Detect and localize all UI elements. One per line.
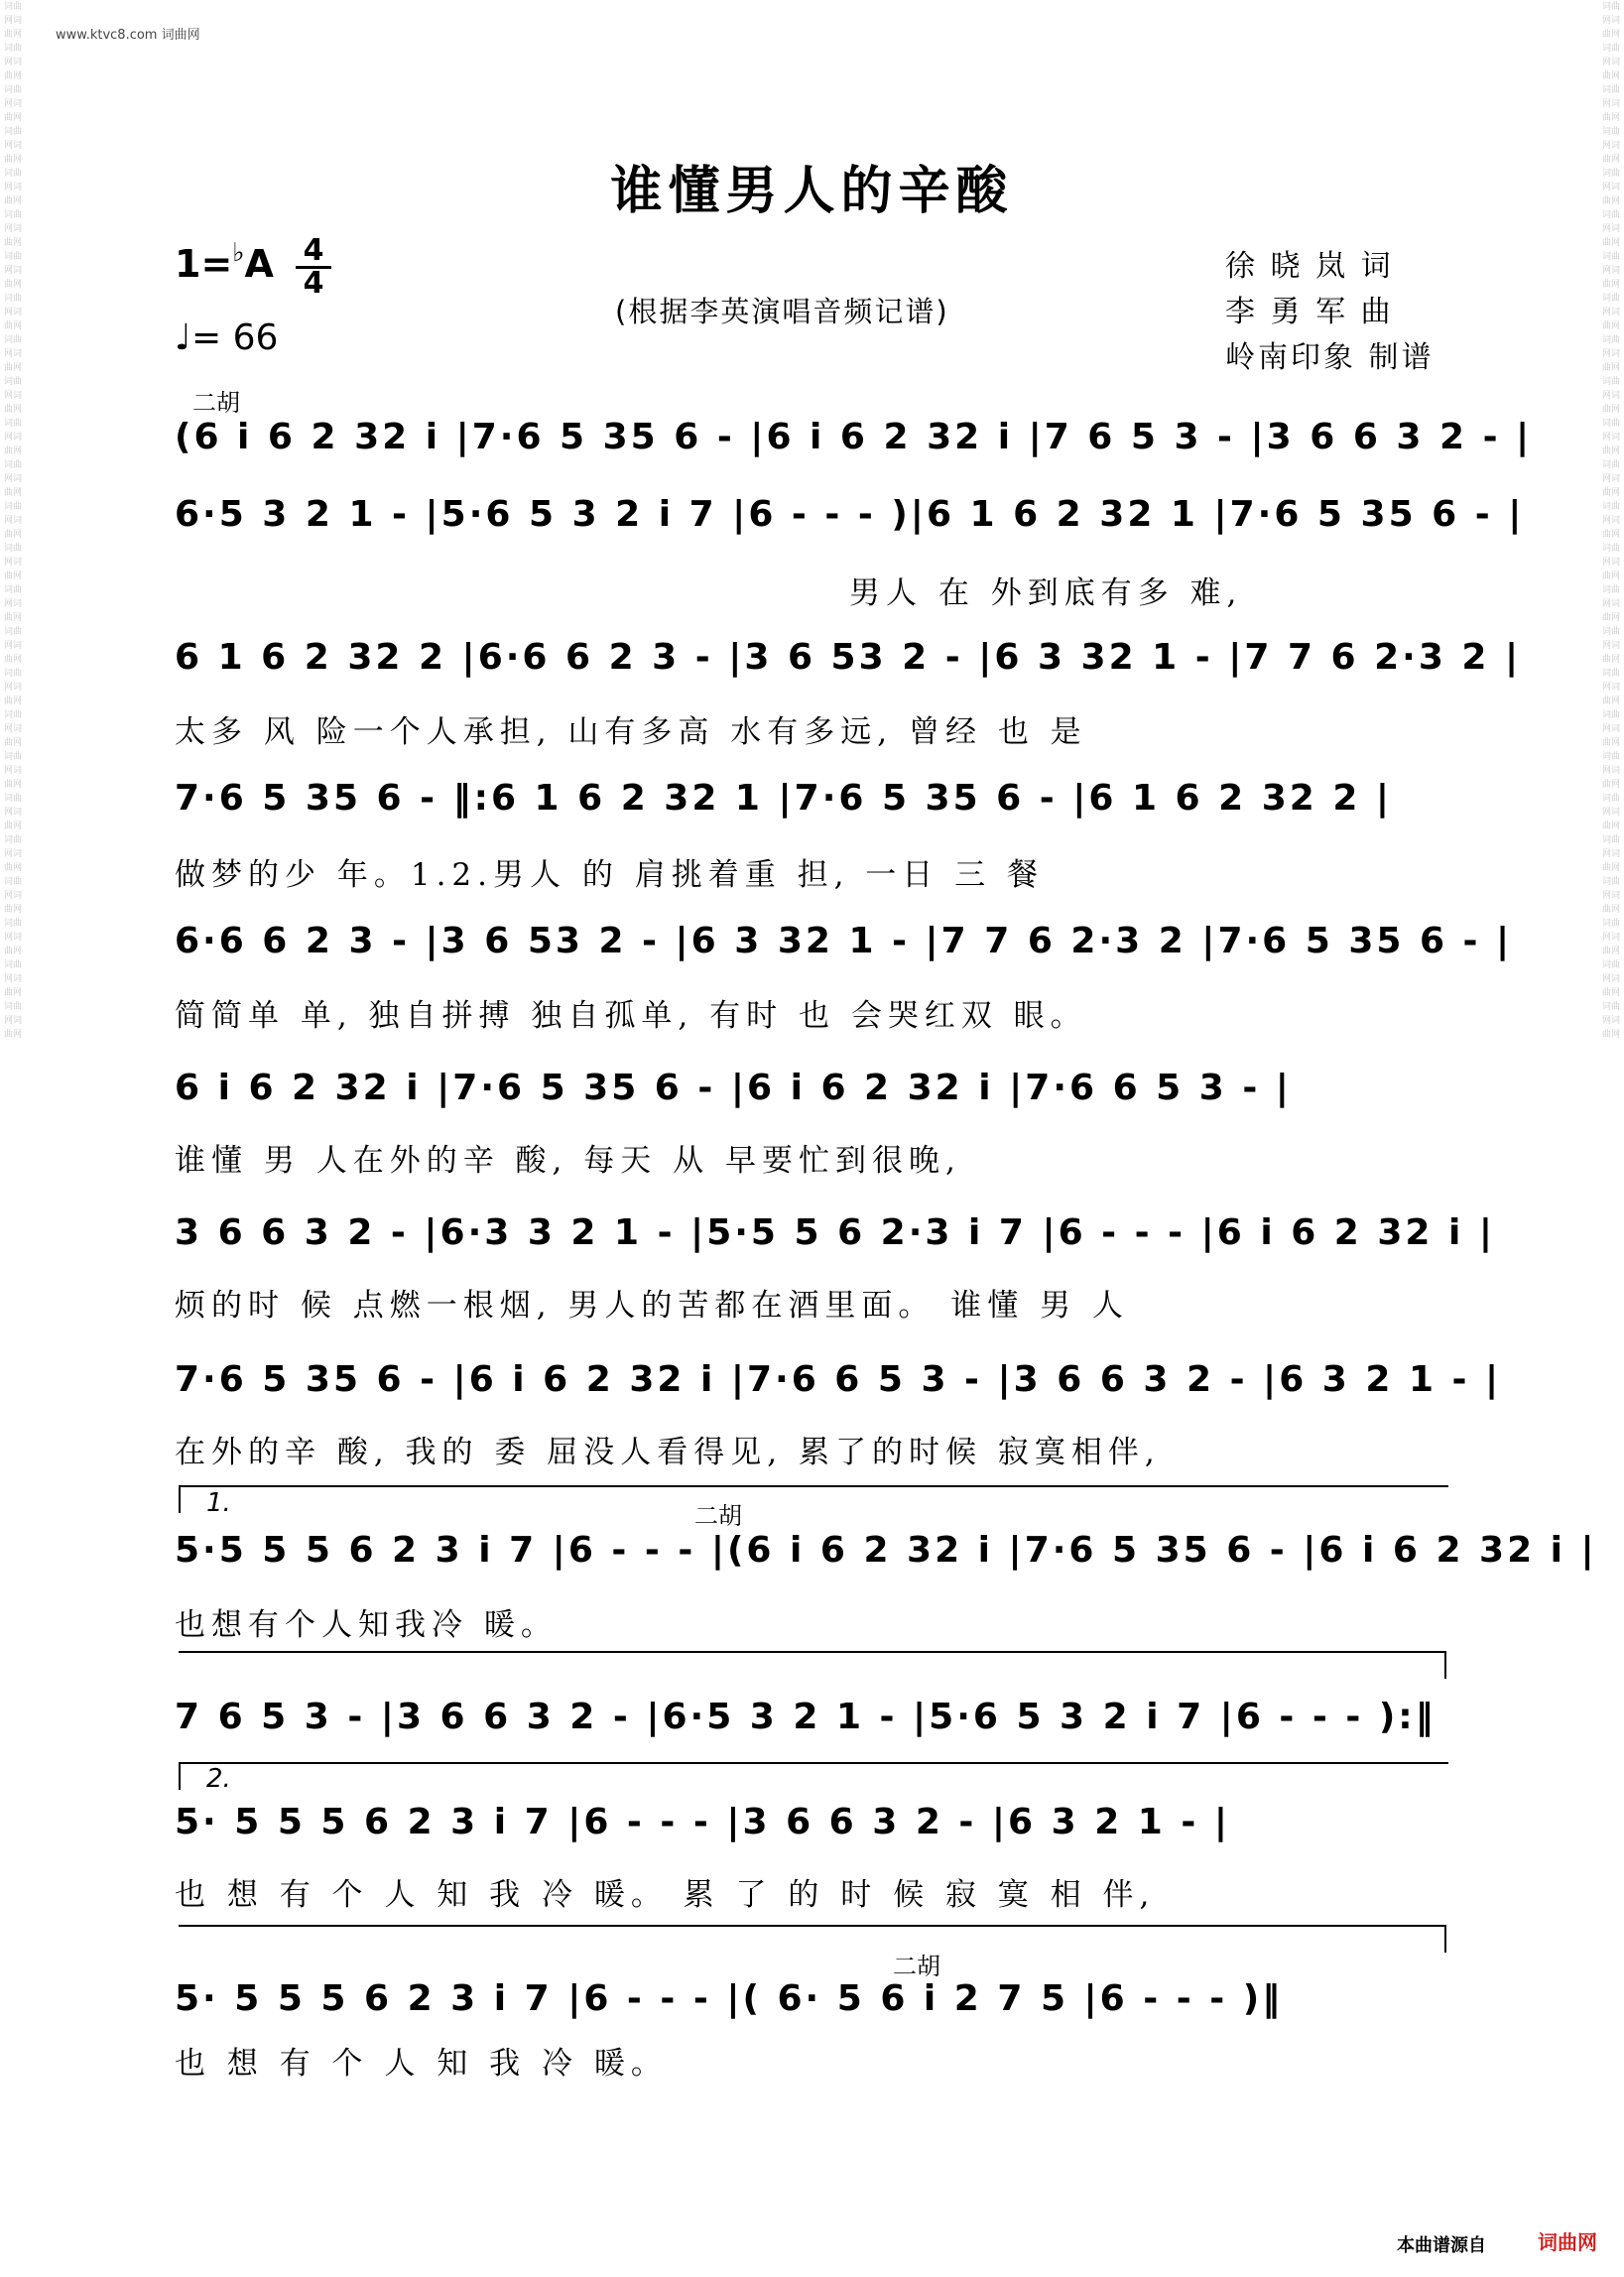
lyrics-line: 太多 风 险一个人承担, 山有多高 水有多远, 曾经 也 是 <box>175 714 1087 750</box>
volta-tick-2-end <box>1444 1925 1446 1953</box>
right-watermark: 词曲网词曲网词曲网词曲网词曲网词曲网词曲网词曲网词曲网词曲网词曲网词曲网词曲网词曲网词曲网词曲网词曲网词曲网词曲网词曲网词曲网词曲网词曲网词曲网词曲网词曲网词曲网词曲网词曲网词曲网词曲网词曲网词曲网词曲网词曲网词曲网词曲网词曲网词曲网词曲网词曲网词曲网词曲网词曲网词曲网词曲网词曲网词曲网词曲网词曲网 <box>1602 2 1620 1040</box>
lyricist: 徐 晓 岚 词 <box>1225 249 1394 284</box>
volta-tick-2 <box>179 1762 181 1790</box>
lyrics-line: 也 想 有 个 人 知 我 冷 暖。 <box>175 2046 668 2082</box>
song-title: 谁懂男人的辛酸 <box>610 161 1014 221</box>
notation-line: 5· 5 5 5 6 2 3 i 7 |6 - - - |( 6· 5 6 i 2 7 5 |6 - - - )‖ <box>175 1978 1284 2019</box>
volta-number-2: 2. <box>206 1764 231 1794</box>
volta-bracket-end <box>179 1651 1444 1653</box>
notation-line: 3 6 6 3 2 - |6·3 3 2 1 - |5·5 5 6 2·3 i 7 |6 - - - |6 i 6 2 32 i | <box>175 1212 1496 1253</box>
volta-tick-end <box>1444 1651 1446 1679</box>
lyrics-line: 做梦的少 年。1.2.男人 的 肩挑着重 担, 一日 三 餐 <box>175 857 1044 893</box>
lyrics-line: 也 想 有 个 人 知 我 冷 暖。 累 了 的 时 候 寂 寞 相 伴, <box>175 1877 1156 1913</box>
notation-line: 6 1 6 2 32 2 |6·6 6 2 3 - |3 6 53 2 - |6 3 32 1 - |7 7 6 2·3 2 | <box>175 637 1522 678</box>
instrument-label: 二胡 <box>192 389 240 417</box>
notation-line: 5· 5 5 5 6 2 3 i 7 |6 - - - |3 6 6 3 2 - |6 3 2 1 - | <box>175 1802 1230 1842</box>
flat-symbol: ♭ <box>232 238 245 268</box>
volta-bracket-2-end <box>179 1925 1444 1927</box>
lyrics-line: 在外的辛 酸, 我的 委 屈没人看得见, 累了的时候 寂寞相伴, <box>175 1435 1161 1470</box>
notation-line: 6·6 6 2 3 - |3 6 53 2 - |6 3 32 1 - |7 7 6 2·3 2 |7·6 5 35 6 - | <box>175 921 1513 961</box>
notation-line: 7 6 5 3 - |3 6 6 3 2 - |6·5 3 2 1 - |5·6 5 3 2 i 7 |6 - - - ):‖ <box>175 1697 1437 1737</box>
volta-bracket-2 <box>179 1762 1448 1764</box>
footer-source: 本曲谱源自 <box>1397 2235 1486 2256</box>
key-prefix: 1= <box>175 242 233 286</box>
left-watermark: 词曲网词曲网词曲网词曲网词曲网词曲网词曲网词曲网词曲网词曲网词曲网词曲网词曲网词曲网词曲网词曲网词曲网词曲网词曲网词曲网词曲网词曲网词曲网词曲网词曲网词曲网词曲网词曲网词曲网词曲网词曲网词曲网词曲网词曲网词曲网词曲网词曲网词曲网词曲网词曲网词曲网词曲网词曲网词曲网词曲网词曲网词曲网词曲网词曲网词曲网 <box>4 2 22 1040</box>
lyrics-line: 谁懂 男 人在外的辛 酸, 每天 从 早要忙到很晚, <box>175 1143 961 1179</box>
key-signature <box>175 238 274 286</box>
tempo-marking: ♩= 66 <box>175 317 279 358</box>
credits <box>1225 244 1435 381</box>
arranger: 岭南印象 制谱 <box>1225 340 1435 375</box>
key-note: A <box>244 242 274 286</box>
site-url: www.ktvc8.com 词曲网 <box>56 28 200 43</box>
time-sig-bottom: 4 <box>303 266 324 301</box>
notation-line: (6 i 6 2 32 i |7·6 5 35 6 - |6 i 6 2 32 i |7 6 5 3 - |3 6 6 3 2 - | <box>175 417 1533 457</box>
notation-line: 7·6 5 35 6 - |6 i 6 2 32 i |7·6 6 5 3 - |3 6 6 3 2 - |6 3 2 1 - | <box>175 1359 1502 1400</box>
lyrics-line: 也想有个人知我冷 暖。 <box>175 1607 558 1643</box>
instrument-label: 二胡 <box>694 1502 742 1530</box>
time-signature <box>296 233 331 301</box>
instrument-label: 二胡 <box>893 1953 940 1980</box>
time-sig-top: 4 <box>303 233 324 268</box>
volta-bracket-1 <box>179 1485 1448 1487</box>
source-note: (根据李英演唱音频记谱) <box>615 295 949 328</box>
notation-line: 5·5 5 5 6 2 3 i 7 |6 - - - |(6 i 6 2 32 i |7·6 5 35 6 - |6 i 6 2 32 i | <box>175 1530 1597 1571</box>
lyrics-line: 烦的时 候 点燃一根烟, 男人的苦都在酒里面。 谁懂 男 人 <box>175 1288 1129 1324</box>
footer-logo: 词曲网 <box>1538 2230 1597 2254</box>
composer: 李 勇 军 曲 <box>1225 295 1394 329</box>
volta-number-1: 1. <box>206 1488 231 1518</box>
lyrics-line: 男人 在 外到底有多 难, <box>849 575 1243 611</box>
notation-line: 6 i 6 2 32 i |7·6 5 35 6 - |6 i 6 2 32 i |7·6 6 5 3 - | <box>175 1068 1292 1108</box>
notation-line: 7·6 5 35 6 - ‖:6 1 6 2 32 1 |7·6 5 35 6 - |6 1 6 2 32 2 | <box>175 778 1393 819</box>
volta-tick-1 <box>179 1485 181 1513</box>
lyrics-line: 简简单 单, 独自拼搏 独自孤单, 有时 也 会哭红双 眼。 <box>175 998 1087 1034</box>
notation-line: 6·5 3 2 1 - |5·6 5 3 2 i 7 |6 - - - )|6 1 6 2 32 1 |7·6 5 35 6 - | <box>175 494 1525 535</box>
